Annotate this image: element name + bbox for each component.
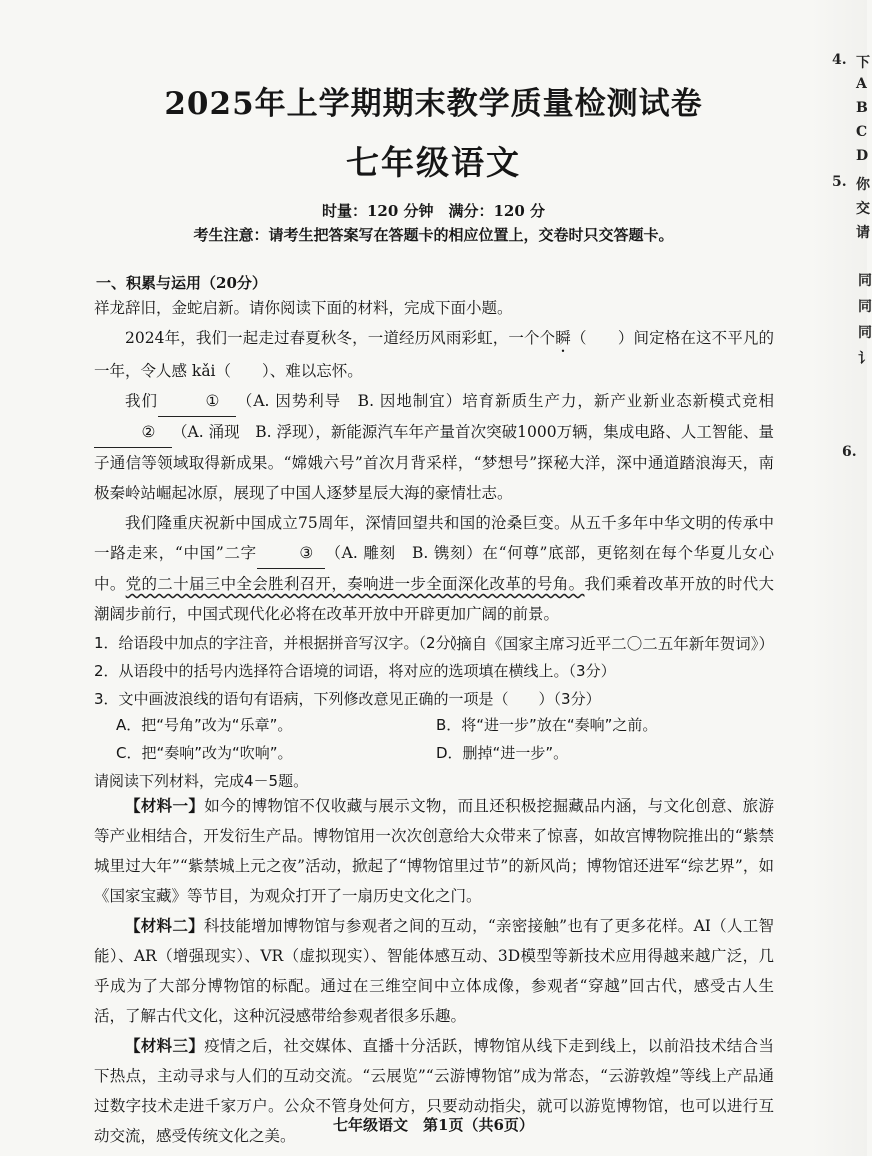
next-q5-fragment-2: 交 — [856, 201, 870, 217]
material-1 — [94, 791, 774, 911]
next-option-b: B — [856, 100, 868, 116]
candidate-notice: 考生注意：请考生把答案写在答题卡的相应位置上，交卷时只交答题卡。 — [193, 226, 674, 244]
material-3-label: 【材料三】 — [125, 1036, 205, 1055]
next-q5-number: 5. — [832, 174, 847, 190]
next-page-edge — [812, 0, 872, 1156]
next-option-d: D — [856, 148, 869, 164]
paragraph-2-part-a: 我们 — [125, 392, 158, 410]
option-c: C．把“奏响”改为“吹响”。 — [116, 744, 293, 762]
passage-intro: 祥龙辞旧，金蛇启新。请你阅读下面的材料，完成下面小题。 — [94, 299, 513, 317]
question-2: 2．从语段中的括号内选择符合语境的词语，将对应的选项填在横线上。（3分） — [94, 662, 616, 680]
exam-title: 2025年上学期期末教学质量检测试卷 — [164, 86, 703, 122]
next-fragment-3: 同 — [858, 325, 872, 341]
next-option-a: A — [856, 76, 867, 92]
blank-2: ② — [94, 417, 172, 448]
next-q4-number: 4. — [832, 52, 847, 68]
option-d: D．删掉“进一步”。 — [436, 744, 569, 762]
option-a: A．把“号角”改为“乐章”。 — [116, 716, 293, 734]
next-option-c: C — [856, 124, 868, 140]
next-q4-fragment: 下 — [856, 55, 870, 71]
paragraph-3-part-a: 我们隆重庆祝新中国成立75周年，深情回望共和国的沧桑巨变。从五千多年中华文明的传承中一路走来，“中国”二字 — [94, 514, 774, 562]
paragraph-2-part-b: （A. 因势利导 B. 因地制宜）培育新质生产力，新产业新业态新模式竞相 — [235, 392, 774, 410]
time-score-line: 时量：120 分钟 满分：120 分 — [321, 202, 546, 220]
material-1-text: 如今的博物馆不仅收藏与展示文物，而且还积极挖掘藏品内涵，与文化创意、旅游等产业相结合，开发衍生产品。博物馆用一次次创意给大众带来了惊喜，如故宫博物院推出的“紫禁城里过大年”“紫禁城上元之夜”活动，掀起了“博物馆里过节”的新风尚；博物馆还进军“综艺界”，如《国家宝藏》等节目，为观众打开了一扇历史文化之门。 — [94, 797, 774, 905]
next-fragment-2: 同 — [858, 299, 872, 315]
reading-instruction: 请阅读下列材料，完成4－5题。 — [94, 772, 309, 790]
page-footer: 七年级语文 第1页（共6页） — [333, 1116, 534, 1134]
material-3-text: 疫情之后，社交媒体、直播十分活跃，博物馆从线下走到线上，以前沿技术结合当下热点，主动寻求与人们的互动交流。“云展览”“云游博物馆”成为常态，“云游敦煌”等线上产品通过数字技术走进千家万户。公众不管身处何方，只要动动指尖，就可以游览博物馆，也可以进行互动交流，感受传统文化之美。 — [94, 1037, 774, 1145]
dotted-character: 瞬 — [555, 329, 571, 347]
next-q6-number: 6. — [842, 444, 857, 460]
passage-paragraph-2 — [94, 386, 774, 508]
passage-paragraph-1 — [94, 323, 774, 386]
question-3: 3．文中画波浪线的语句有语病，下列修改意见正确的一项是（ ）（3分） — [94, 690, 601, 708]
paragraph-2-part-c: （A. 涌现 B. 浮现），新能源汽车年产量首次突破1000万辆，集成电路、人工智能、量子通信等领域取得新成果。“嫦娥六号”首次月背采样，“梦想号”探秘大洋，深中通道踏浪海天，南极秦岭站崛起冰原，展现了中国人逐梦星辰大海的豪情壮志。 — [94, 423, 774, 502]
next-q5-fragment-3: 请 — [856, 225, 870, 241]
paragraph-3-part-b: （A. 雕刻 B. 镌刻）在“何尊”底部，更铭刻在每个华夏儿女心中。 — [94, 544, 774, 593]
paragraph-1-part-b: （ ）间定格在这不平凡的一年，令人感 kǎi（ ）、难以忘怀。 — [94, 329, 774, 380]
passage — [94, 293, 774, 659]
paragraph-1-part-a: 2024年，我们一起走过春夏秋冬，一道经历风雨彩虹，一个个 — [125, 329, 556, 347]
next-q5-fragment-1: 你 — [856, 177, 870, 193]
next-fragment-4: 讠 — [858, 351, 872, 367]
question-1: 1．给语段中加点的字注音，并根据拼音写汉字。（2分） — [94, 634, 466, 652]
material-2-text: 科技能增加博物馆与参观者之间的互动，“亲密接触”也有了更多花样。AI（人工智能）、AR（增强现实）、VR（虚拟现实）、智能体感互动、3D模型等新技术应用得越来越广泛，几乎成为了大部分博物馆的标配。通过在三维空间中立体成像，参观者“穿越”回古代，感受古人生活，了解古代文化，这种沉浸感带给参观者很多乐趣。 — [94, 917, 774, 1025]
blank-1: ① — [158, 386, 236, 417]
material-1-label: 【材料一】 — [125, 796, 205, 815]
option-b: B．将“进一步”放在“奏响”之前。 — [436, 716, 658, 734]
next-fragment-1: 同 — [858, 273, 872, 289]
passage-source: （摘自《国家主席习近平二〇二五年新年贺词》） — [440, 635, 774, 653]
wavy-underlined-sentence: 党的二十届三中全会胜利召开，奏响进一步全面深化改革的号角。 — [125, 575, 585, 593]
paragraph-3-part-c: 我们乘着改革开放的时代大潮阔步前行，中国式现代化必将在改革开放中开辟更加广阔的前景。 — [94, 575, 774, 623]
blank-3: ③ — [257, 538, 325, 569]
section-heading: 一、积累与运用（20分） — [96, 274, 267, 292]
material-2 — [94, 911, 774, 1031]
material-2-label: 【材料二】 — [125, 916, 204, 935]
subject-title: 七年级语文 — [346, 143, 521, 182]
materials — [94, 791, 774, 1151]
passage-paragraph-3 — [94, 508, 774, 629]
